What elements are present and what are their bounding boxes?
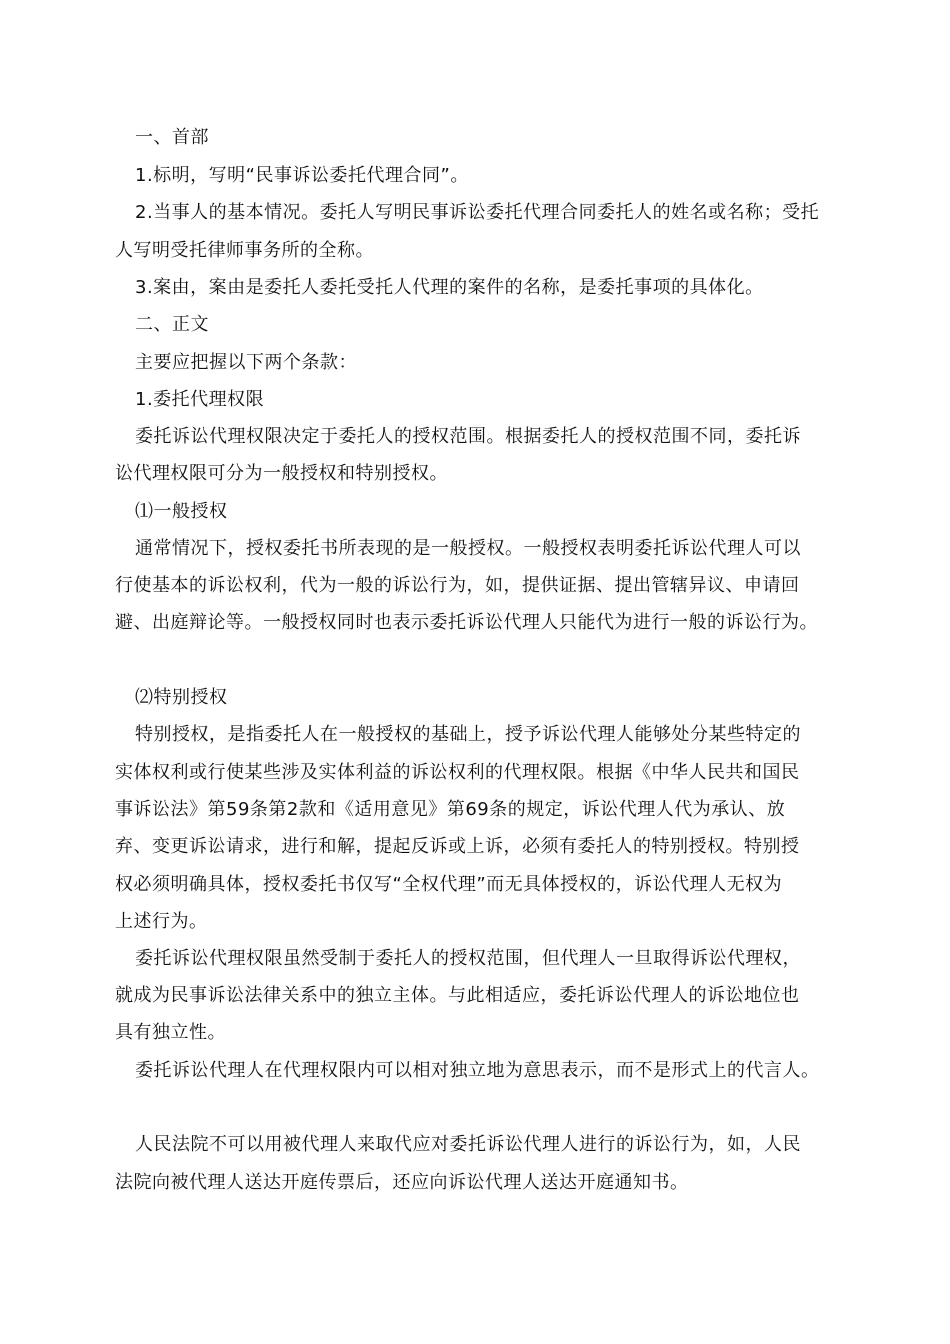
paragraph-line: 事诉讼法》第59条第2款和《适用意见》第69条的规定，诉讼代理人代为承认、放	[115, 799, 786, 820]
paragraph-line: 特别授权，是指委托人在一般授权的基础上，授予诉讼代理人能够处分某些特定的	[135, 724, 801, 745]
paragraph-line: 权必须明确具体，授权委托书仅写“全权代理”而无具体授权的，诉讼代理人无权为	[115, 874, 783, 895]
paragraph-line: 人写明受托律师事务所的全称。	[115, 240, 374, 261]
paragraph-line: 具有独立性。	[115, 1022, 226, 1043]
paragraph-line: 主要应把握以下两个条款：	[135, 352, 357, 373]
paragraph-line: 弃、变更诉讼请求，进行和解，提起反诉或上诉，必须有委托人的特别授权。特别授	[115, 836, 800, 857]
paragraph-line: 讼代理权限可分为一般授权和特别授权。	[115, 463, 448, 484]
paragraph-line: 人民法院不可以用被代理人来取代应对委托诉讼代理人进行的诉讼行为，如，人民	[135, 1134, 801, 1155]
paragraph-line: 实体权利或行使某些涉及实体利益的诉讼权利的代理权限。根据《中华人民共和国民	[115, 762, 800, 783]
paragraph-line: 通常情况下，授权委托书所表现的是一般授权。一般授权表明委托诉讼代理人可以	[135, 538, 801, 559]
paragraph-line: 委托诉讼代理权限虽然受制于委托人的授权范围，但代理人一旦取得诉讼代理权，	[135, 948, 801, 969]
paragraph-line: 避、出庭辩论等。一般授权同时也表示委托诉讼代理人只能代为进行一般的诉讼行为。	[115, 612, 818, 633]
paragraph-line: 上述行为。	[115, 911, 208, 932]
subheading-special-authorization: ⑵特别授权	[135, 687, 228, 708]
paragraph-line: 3.案由，案由是委托人委托受托人代理的案件的名称，是委托事项的具体化。	[135, 277, 764, 298]
paragraph-line: 就成为民事诉讼法律关系中的独立主体。与此相适应，委托诉讼代理人的诉讼地位也	[115, 985, 800, 1006]
paragraph-line: 2.当事人的基本情况。委托人写明民事诉讼委托代理合同委托人的姓名或名称；受托	[135, 202, 820, 223]
paragraph-line: 1.标明，写明“民事诉讼委托代理合同”。	[135, 165, 469, 186]
heading-zhengwen: 二、正文	[135, 314, 209, 335]
subheading-authority: 1.委托代理权限	[135, 389, 265, 410]
subheading-general-authorization: ⑴一般授权	[135, 501, 228, 522]
paragraph-line: 委托诉讼代理人在代理权限内可以相对独立地为意思表示，而不是形式上的代言人。	[135, 1060, 820, 1081]
paragraph-line: 委托诉讼代理权限决定于委托人的授权范围。根据委托人的授权范围不同，委托诉	[135, 426, 801, 447]
paragraph-line: 行使基本的诉讼权利，代为一般的诉讼行为，如，提供证据、提出管辖异议、申请回	[115, 575, 800, 596]
paragraph-line: 法院向被代理人送达开庭传票后，还应向诉讼代理人送达开庭通知书。	[115, 1172, 689, 1193]
heading-shoubu: 一、首部	[135, 127, 209, 148]
